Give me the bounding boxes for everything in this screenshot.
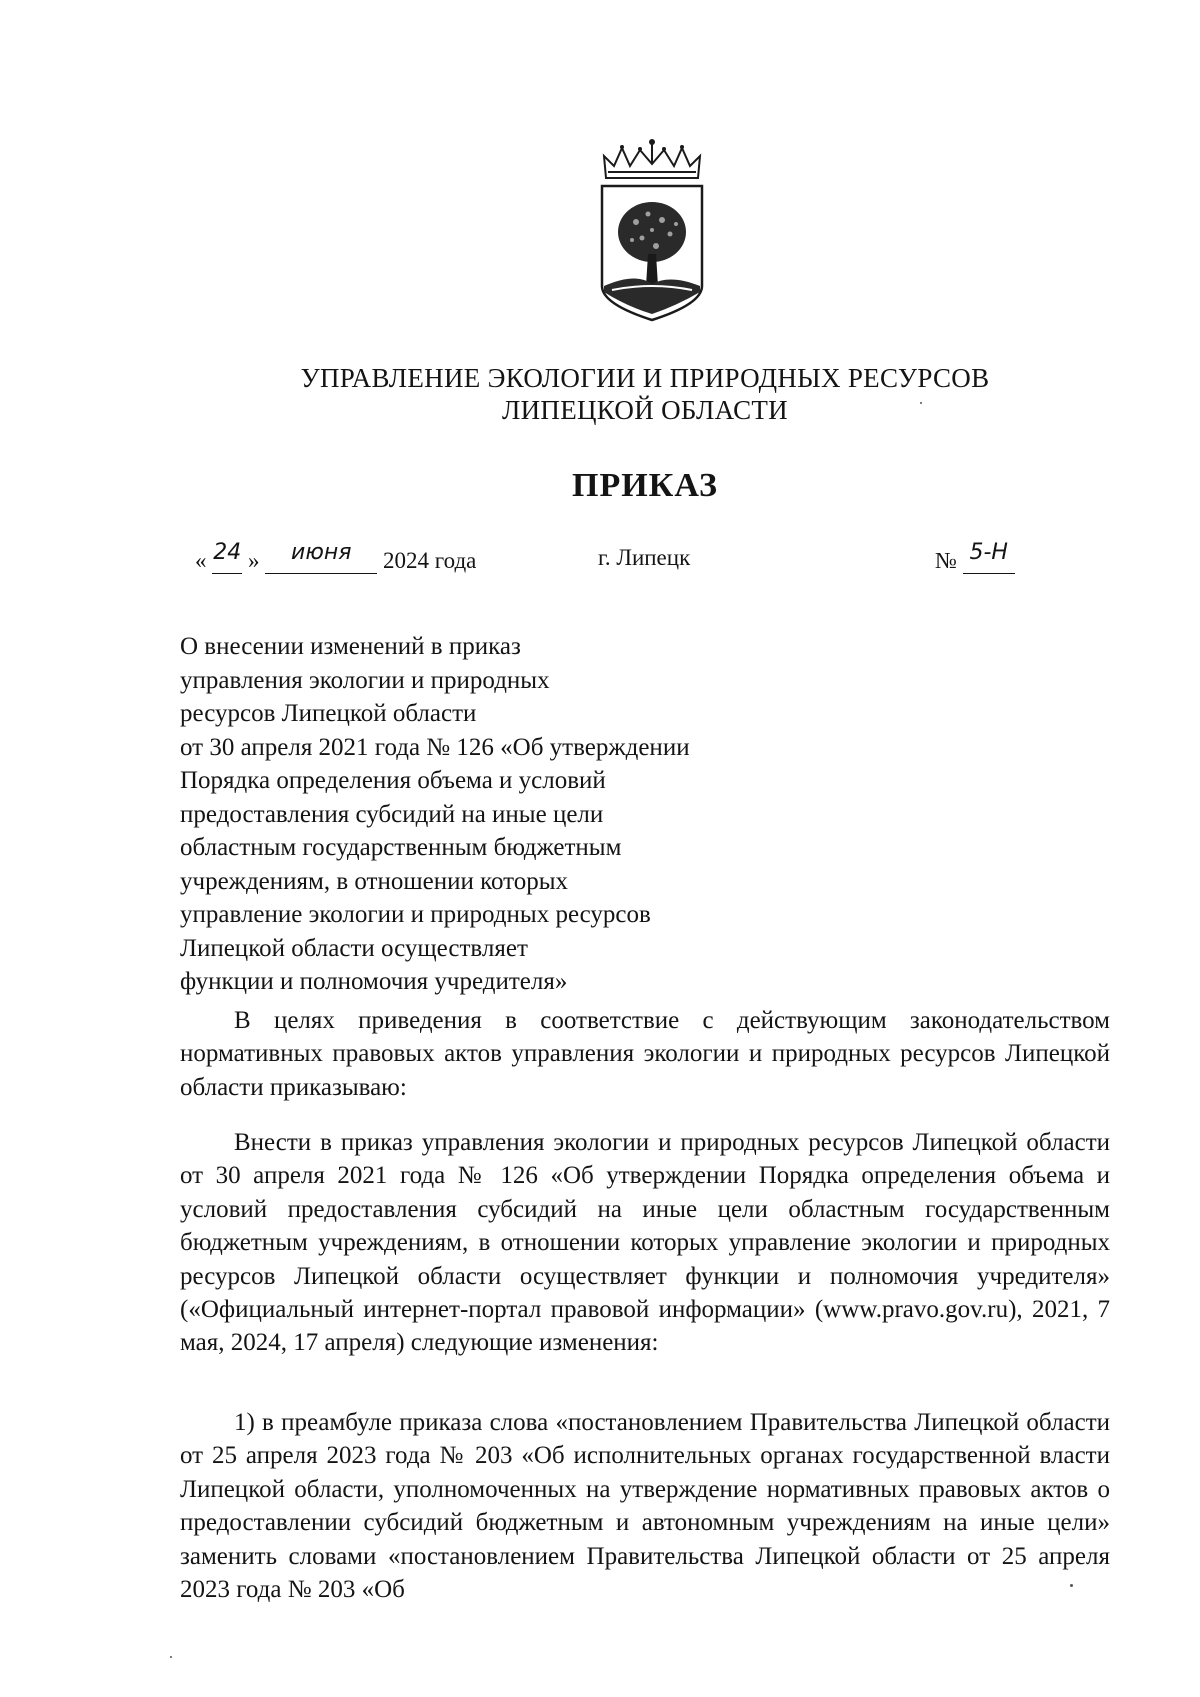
number-field	[963, 540, 1015, 574]
subject-line: функции и полномочия учредителя»	[180, 968, 568, 995]
lipetsk-coat-of-arms-icon	[596, 136, 708, 324]
subject-line: от 30 апреля 2021 года № 126 «Об утверждении	[180, 733, 690, 761]
date-quote-open: «	[195, 548, 207, 573]
scan-speck	[1070, 1584, 1073, 1587]
organization-name	[200, 362, 1090, 426]
subject-line: учреждениям, в отношении которых	[180, 867, 569, 895]
date-day: 24	[213, 540, 242, 565]
subject-line: областным государственным бюджетным	[180, 834, 622, 861]
number-prefix: №	[935, 548, 957, 573]
scan-speck	[920, 402, 922, 404]
subject-line: Порядка определения объема и условий	[180, 767, 606, 794]
subject-line: управления экологии и природных	[180, 666, 550, 694]
body-paragraph-purpose: В целях приведения в соответствие с действующим законодательством нормативных правовых актов управления экологии и природных ресурсов Липецкой области приказываю:	[180, 1007, 1110, 1101]
subject-line: О внесении изменений в приказ	[180, 633, 521, 660]
date-month-field	[265, 540, 377, 574]
scan-speck	[170, 1656, 172, 1658]
date-month: июня	[291, 540, 352, 565]
date-day-field	[212, 540, 242, 574]
subject-line: ресурсов Липецкой области	[180, 700, 477, 727]
body-paragraph-amendment: Внести в приказ управления экологии и природных ресурсов Липецкой области от 30 апреля 2021 года № 126 «Об утверждении Порядка определения объема и условий предоставления субсидий на иные цели областным государственным бюджетным учреждениям, в отношении которых управление экологии и природных ресурсов Липецкой области осуществляет функции и полномочия учредителя» («Официальный интернет-портал правовой информации» (www.pravo.gov.ru), 2021, 7 мая, 2024, 17 апреля) следующие изменения:	[180, 1129, 1110, 1357]
organization-name-line2: ЛИПЕЦКОЙ ОБЛАСТИ	[502, 395, 788, 425]
order-subject	[180, 630, 800, 999]
order-number	[935, 540, 1015, 581]
date-year: 2024 года	[383, 548, 477, 573]
organization-name-line1: УПРАВЛЕНИЕ ЭКОЛОГИИ И ПРИРОДНЫХ РЕСУРСОВ	[300, 363, 990, 393]
order-date	[195, 540, 495, 581]
body-paragraph-item-1: 1) в преамбуле приказа слова «постановлением Правительства Липецкой области от 25 апреля 2023 года № 203 «Об исполнительных органах государственной власти Липецкой области, уполномоченных на утверждение нормативных правовых актов о предоставлении субсидий бюджетным и автономным учреждениям на иные цели» заменить словами «постановлением Правительства Липецкой области от 25 апреля 2023 года № 203 «Об	[180, 1409, 1110, 1604]
subject-line: Липецкой области осуществляет	[180, 934, 528, 962]
document-title: ПРИКАЗ	[572, 467, 718, 504]
number-value: 5-Н	[969, 540, 1008, 565]
subject-line: предоставления субсидий на иные цели	[180, 800, 604, 828]
date-quote-close: »	[248, 548, 260, 573]
order-city: г. Липецк	[598, 545, 691, 570]
subject-line: управление экологии и природных ресурсов	[180, 901, 651, 928]
